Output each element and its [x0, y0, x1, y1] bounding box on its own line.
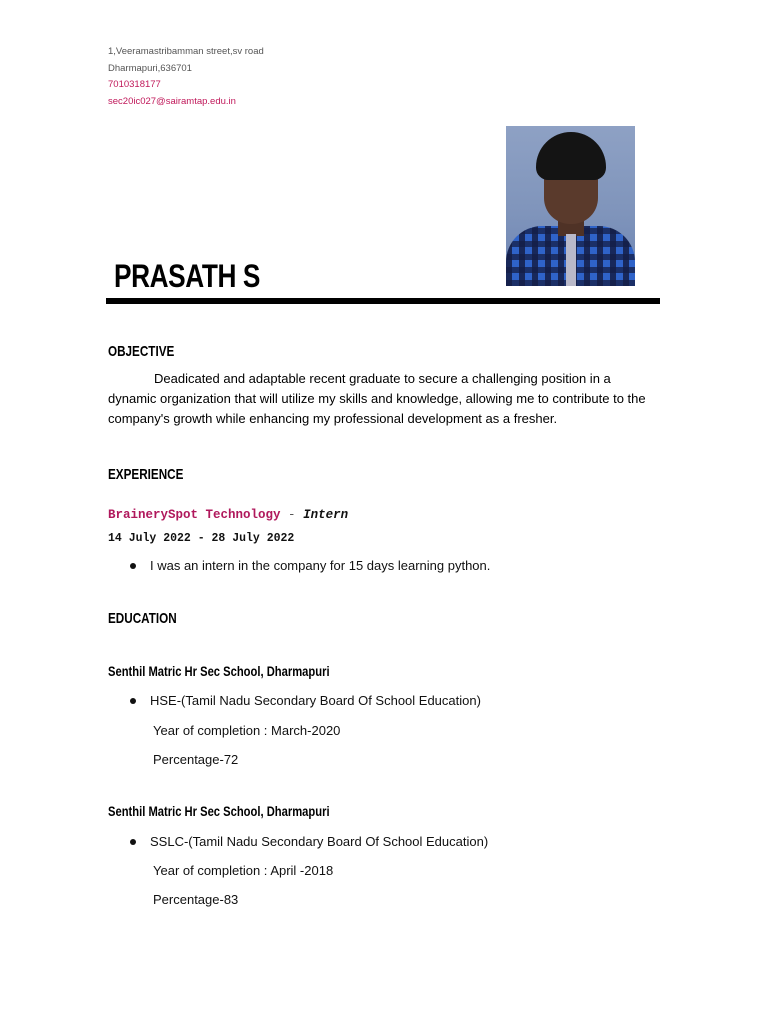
- profile-photo: [506, 126, 635, 286]
- company-name: BrainerySpot Technology: [108, 508, 281, 522]
- education-completion: Year of completion : April -2018: [153, 863, 334, 878]
- candidate-name: PRASATH S: [114, 258, 260, 294]
- school-name: Senthil Matric Hr Sec School, Dharmapuri: [108, 663, 330, 679]
- school-name: Senthil Matric Hr Sec School, Dharmapuri: [108, 803, 330, 819]
- experience-dates: 14 July 2022 - 28 July 2022: [108, 532, 295, 545]
- objective-heading: OBJECTIVE: [108, 343, 175, 360]
- phone-number: 7010318177: [108, 79, 161, 90]
- education-completion: Year of completion : March-2020: [153, 723, 341, 738]
- experience-bullet: I was an intern in the company for 15 days learning python.: [130, 558, 490, 573]
- experience-title-line: [108, 508, 348, 522]
- education-percentage: Percentage-83: [153, 892, 239, 907]
- bullet-icon: [130, 839, 136, 845]
- contact-block: [108, 44, 264, 110]
- experience-heading: EXPERIENCE: [108, 466, 184, 483]
- header-divider: [106, 298, 660, 304]
- address-line-2: Dharmapuri,636701: [108, 62, 192, 74]
- education-percentage: Percentage-72: [153, 752, 239, 767]
- education-qualification: HSE-(Tamil Nadu Secondary Board Of School Education): [130, 693, 481, 708]
- address-line-1: 1,Veeramastribamman street,sv road: [108, 46, 264, 57]
- education-qualification: SSLC-(Tamil Nadu Secondary Board Of School Education): [130, 834, 488, 849]
- job-role: Intern: [303, 508, 349, 522]
- email-address: sec20ic027@sairamtap.edu.in: [108, 95, 236, 107]
- bullet-icon: [130, 563, 136, 569]
- education-heading: EDUCATION: [108, 610, 177, 627]
- title-separator: -: [288, 508, 296, 522]
- objective-text: Deadicated and adaptable recent graduate to secure a challenging position in a dynamic organization that will utilize my skills and knowledge, allowing me to contribute to the company's growth while enhancing my professional development as a fresher.: [108, 371, 646, 426]
- bullet-icon: [130, 698, 136, 704]
